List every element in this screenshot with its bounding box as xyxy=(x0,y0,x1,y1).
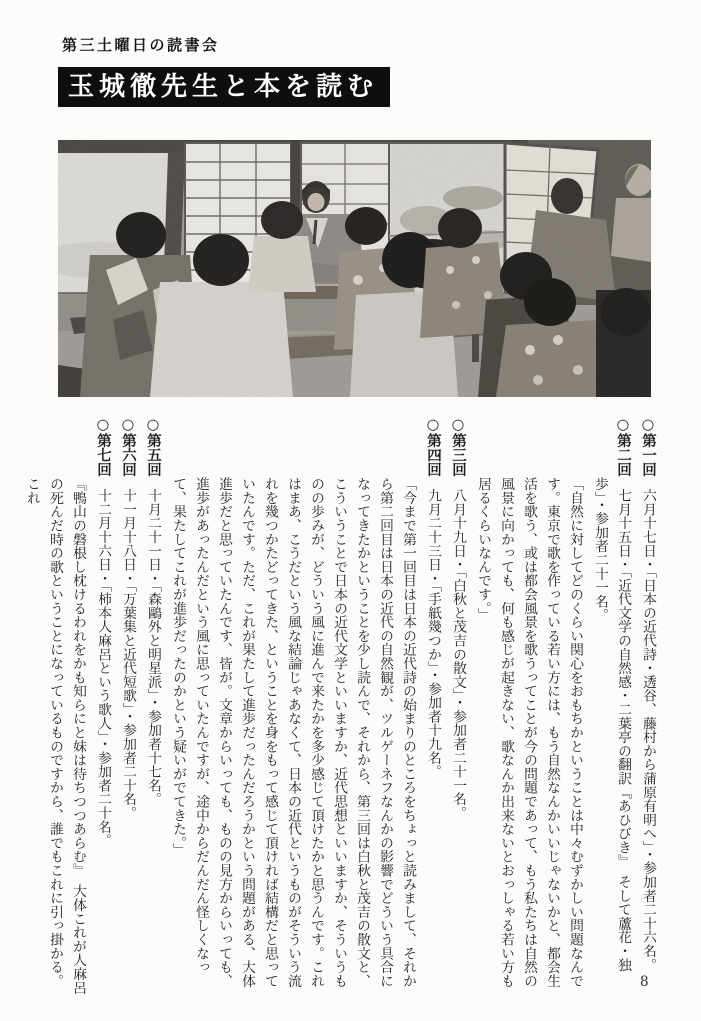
session-label: ○第二回 xyxy=(615,417,631,477)
session-entry-7 xyxy=(91,417,114,1000)
session-label: ○第七回 xyxy=(95,417,111,477)
quote-paragraph-2 xyxy=(166,477,419,1000)
session-label: ○第六回 xyxy=(120,417,136,477)
session-label: ○第三回 xyxy=(450,417,466,477)
session-entry-2 xyxy=(588,417,634,1000)
quote-text: 「自然に対してどのくらい関心をおもちかということは中々むずかしい問題なんです。東京で歌を作っている若い方には、もう自然なんかいいじゃないかと、都会生活を歌う、或は都会風景を歌うってことが今の問題であって、もう私たちは自然の風景に向かっても、何も感じが起きない、歌なんか出来ないとおっしゃる若い方も居るくらいなんです。」 xyxy=(475,477,583,988)
quote-text: 「今まで第一回目は日本の近代詩の始まりのところをちょっと読みまして、それから第二回目は日本の近代の自然観が、ツルゲーネフなんかの影響でどういう具合になってきたかということを少し読んで、それから、第三回は白秋と茂吉の散文と、こういうことで日本の近代文学といいますか、近代思想といいますか、そういうものの歩みが、どういう風に進んで来たかを多少感じて頂けたかと思うんです。これはまあ、こうだという風な結論じゃあなくて、日本の近代というものがそういう流れを幾つかたどってきた、ということを身をもって感じて頂ければ結構だと思っていたんです。ただ、これが果たして進歩だったんだろうかという問題がある、大体進歩だと思っていたんです、皆が。文章からいっても、ものの見方からいっても、進歩があったんだという風に思っていたんですが、途中からだんだん怪しくなって、果たしてこれが進歩だったのかという疑いがでてきた。」 xyxy=(170,477,416,988)
session-label: ○第四回 xyxy=(425,417,441,477)
session-text: 八月十九日・「白秋と茂吉の散文」・参加者二十一名。 xyxy=(450,488,466,820)
session-text: 十二月十六日・「柿本人麻呂という歌人」・参加者二十名。 xyxy=(95,488,111,848)
session-text: 十月二十一日・「森鷗外と明星派」・参加者十七名。 xyxy=(145,488,161,806)
photo-illustration xyxy=(58,140,651,397)
session-entry-5 xyxy=(141,417,164,1000)
session-entry-1 xyxy=(636,417,659,1000)
session-text: 九月二十三日・「手紙幾つか」・参加者十九名。 xyxy=(425,488,441,779)
page-title: 玉城徹先生と本を読む xyxy=(68,72,379,102)
session-label: ○第一回 xyxy=(640,417,656,477)
session-text: 十一月十八日・「万葉集と近代短歌」・参加者二十名。 xyxy=(120,488,136,820)
article-body xyxy=(24,417,661,1000)
quote-paragraph-1 xyxy=(471,477,586,1000)
session-label: ○第五回 xyxy=(145,417,161,477)
session-text: 六月十七日・「日本の近代詩・透谷、藤村から蒲原有明へ」・参加者二十六名。 xyxy=(640,488,656,972)
session-entry-6 xyxy=(116,417,139,1000)
session-entry-4 xyxy=(421,417,444,1000)
session-text: 七月十五日・「近代文学の自然感・二葉亭の翻訳『あひびき』 そして蘆花・独歩」・参加者二十一名。 xyxy=(592,477,631,972)
page-number: 8 xyxy=(640,974,649,990)
quote-text: 『鴨山の磐根し枕けるわれをかも知らにと妹は待ちつつあらむ』 大体これが人麻呂の死んだ時の歌ということになっているものですから、誰でもこれに引っ掛かる。これ xyxy=(24,477,86,995)
kicker-heading: 第三土曜日の読書会 xyxy=(62,36,220,54)
title-banner xyxy=(58,67,390,107)
session-entry-3 xyxy=(446,417,469,1000)
reading-group-photo xyxy=(58,140,651,397)
quote-paragraph-3 xyxy=(20,477,89,1000)
